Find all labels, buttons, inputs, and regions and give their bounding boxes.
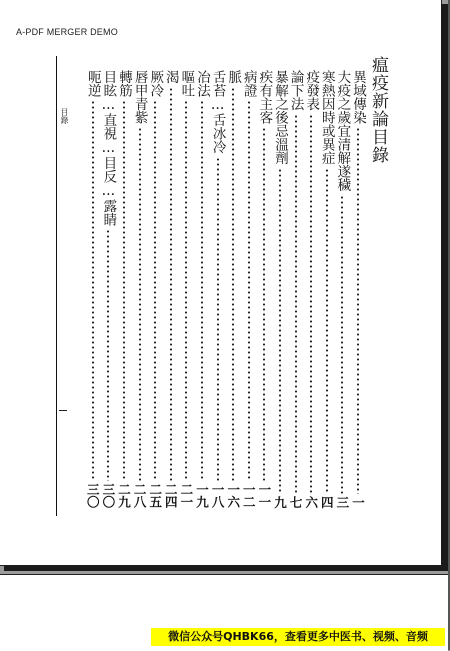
dot-leader (357, 127, 359, 494)
dot-leader (310, 114, 312, 494)
dot-leader (170, 87, 172, 482)
dot-leader (92, 100, 94, 481)
toc-entry (333, 70, 351, 508)
page-shadow (4, 565, 448, 571)
toc-entry (287, 70, 305, 508)
toc-entry-title: 寒熱因時或異症 (318, 70, 335, 165)
toc-entry (271, 70, 289, 508)
dot-leader (341, 195, 343, 494)
toc-entry-title: 暴解之後忌溫劑 (272, 70, 288, 165)
watermark-banner: A-PDF MERGER DEMO (16, 27, 118, 37)
toc-entry-page: 二五 (147, 483, 163, 508)
toc-entry-page: 一八 (210, 483, 226, 508)
toc-entry-page: 三 (334, 495, 350, 508)
margin-label: 目錄 (60, 108, 69, 124)
toc-entry-title: 唇甲青紫 (131, 70, 148, 124)
toc-entry-title: 病證 (240, 70, 257, 97)
toc-entry-page: 二八 (132, 483, 148, 508)
toc-entry-page: 三〇 (100, 483, 116, 508)
toc-entry-title: 脈 (225, 70, 242, 84)
page-number-mark (59, 410, 67, 411)
toc-entry-title: 冶法 (194, 70, 210, 97)
dot-leader (295, 114, 297, 494)
toc-entry (302, 70, 320, 508)
toc-entry (209, 70, 227, 508)
margin-rule (56, 56, 57, 516)
toc-entry-title: 渴 (162, 70, 179, 84)
toc-entry-title: 呃逆 (84, 70, 101, 97)
toc-entry-title: 異域傳染 (350, 70, 366, 124)
dot-leader (263, 127, 265, 481)
toc-entry-title: 疾有主客 (256, 70, 273, 124)
toc-entry (162, 70, 180, 508)
dot-leader (279, 168, 281, 494)
toc-entry-page: 一二 (241, 483, 257, 508)
toc-entry-title: 轉筋 (116, 70, 132, 97)
toc-entry-title: 疫發表 (303, 70, 320, 111)
toc-entry (255, 70, 273, 508)
dot-leader (248, 100, 250, 481)
toc-entry (99, 70, 117, 508)
dot-leader (139, 127, 141, 481)
toc-entry-page: 一九 (194, 483, 210, 508)
dot-leader (107, 229, 109, 481)
toc-entry (318, 70, 336, 508)
toc-entry-title: 論下法 (287, 70, 304, 111)
toc-entry-page: 二一 (178, 483, 194, 508)
toc-entry-title: 大疫之歲宜清解遂穢 (334, 70, 351, 192)
dot-leader (217, 157, 219, 482)
toc-entry-page: 二九 (116, 483, 132, 508)
toc-entry-page: 七 (288, 495, 304, 508)
toc-entry (84, 70, 102, 508)
dot-leader (185, 100, 187, 481)
dot-leader (123, 100, 125, 481)
toc-entry-page: 六 (303, 495, 319, 508)
toc-entry-title: 嘔吐 (178, 70, 195, 97)
dot-leader (201, 100, 203, 481)
toc-entry (115, 70, 133, 508)
toc-entry (224, 70, 242, 508)
toc-entry (177, 70, 195, 508)
toc-entry (146, 70, 164, 508)
toc-entry (131, 70, 149, 508)
toc-entry-title: 目眩…直視…目反…露睛 (100, 70, 117, 226)
toc-entry-page: 一六 (225, 483, 241, 508)
toc-title-column (367, 56, 389, 508)
dot-leader (232, 87, 234, 482)
footer-banner: 微信公众号QHBK66，查看更多中医书、视频、音频 (151, 628, 445, 646)
toc-entry-title: 舌苔…舌冰冷 (209, 70, 226, 154)
toc-entry-page: 一 (350, 495, 366, 508)
dot-leader (326, 168, 328, 494)
toc-entry (240, 70, 258, 508)
toc-entry (193, 70, 211, 508)
toc-entry-page: 三〇 (85, 483, 101, 508)
page-shadow (441, 4, 448, 569)
toc-entry-page: 一一 (256, 483, 272, 508)
dot-leader (154, 100, 156, 481)
toc-entry-page: 二四 (163, 483, 179, 508)
toc-entry-title: 厥冷 (147, 70, 164, 97)
toc-entry-page: 九 (272, 495, 288, 508)
toc-entry-page: 四 (319, 495, 335, 508)
toc-title: 瘟疫新論目錄 (368, 56, 388, 164)
toc-entry (349, 70, 367, 508)
